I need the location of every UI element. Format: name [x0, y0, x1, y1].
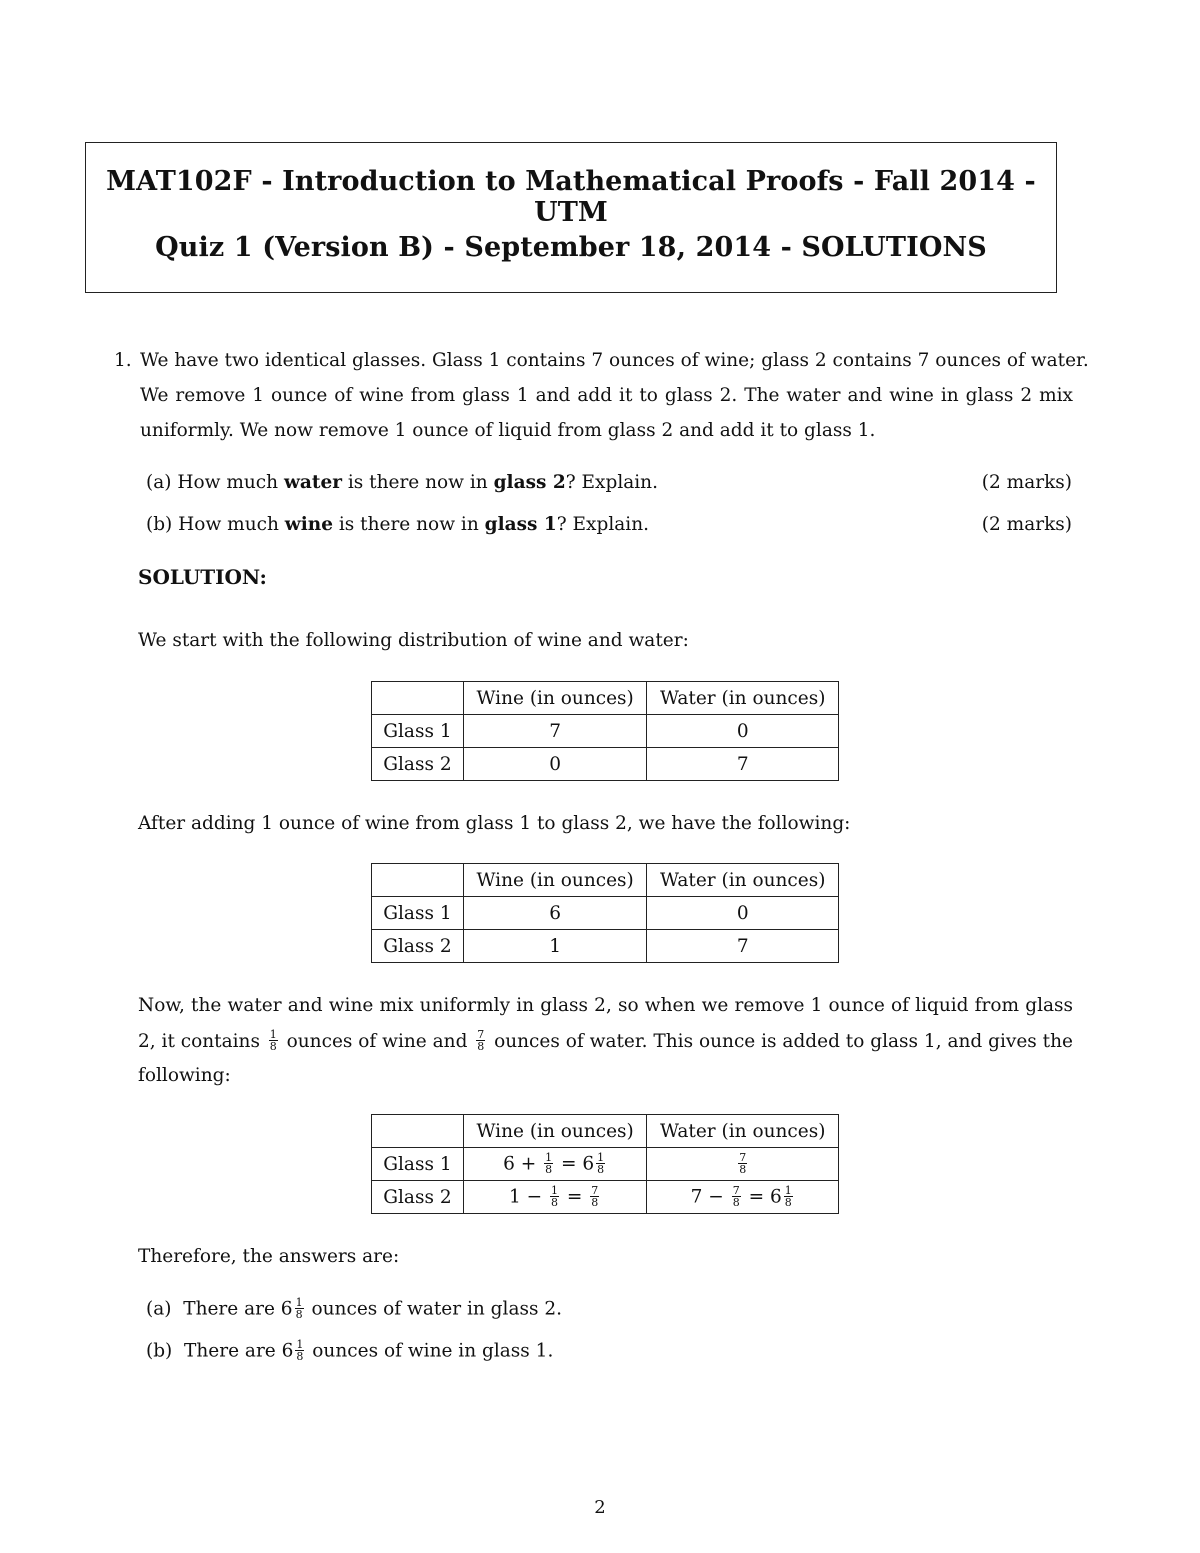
table-row: [372, 748, 839, 781]
answer-b: (b) There are 6 $\frac{1}{8}$ ounces of wine in glass 1.: [146, 1338, 554, 1363]
row-label-glass-2: Glass 2: [372, 1181, 464, 1214]
cell-wine: 6: [463, 897, 647, 930]
solution-intro: We start with the following distribution of wine and water:: [138, 630, 689, 651]
mix-text-line-3: following:: [138, 1065, 231, 1086]
fraction-one-eighth: $\frac{1}{8}$: [269, 1028, 277, 1053]
table-header-row: [372, 682, 839, 715]
fraction-seven-eighths: $\frac{7}{8}$: [477, 1028, 485, 1053]
distribution-table-2: [371, 863, 839, 963]
problem-number: 1.: [114, 350, 132, 371]
page-number: 2: [594, 1497, 606, 1518]
row-label-glass-2: Glass 2: [372, 930, 464, 963]
part-a-marks: (2 marks): [981, 472, 1072, 493]
cell-wine: 7: [463, 715, 647, 748]
row-label-glass-1: Glass 1: [372, 715, 464, 748]
quiz-title: Quiz 1 (Version B) - September 18, 2014 - SOLUTIONS: [155, 232, 987, 263]
fraction-one-eighth: $\frac{1}{8}$: [295, 1296, 303, 1321]
problem-line-3: uniformly. We now remove 1 ounce of liquid from glass 2 and add it to glass 1.: [140, 420, 876, 441]
header-cell-empty: [372, 682, 464, 715]
fraction-one-eighth: $\frac{1}{8}$: [296, 1338, 304, 1363]
cell-wine: 0: [463, 748, 647, 781]
distribution-table-3: [371, 1114, 839, 1214]
header-cell-wine: Wine (in ounces): [463, 1115, 647, 1148]
distribution-table-1: [371, 681, 839, 781]
answer-a-label: (a): [146, 1298, 172, 1320]
answer-a: (a) There are 6 $\frac{1}{8}$ ounces of water in glass 2.: [146, 1296, 562, 1321]
table-row: [372, 1148, 839, 1181]
fraction-seven-eighths: $\frac{7}{8}$: [739, 1150, 747, 1176]
part-a-label: (a): [146, 472, 172, 493]
cell-wine: 6 + $\frac{1}{8}$ = 6 $\frac{1}{8}$: [463, 1148, 647, 1181]
header-cell-wine: Wine (in ounces): [463, 682, 647, 715]
cell-wine: 1: [463, 930, 647, 963]
row-label-glass-1: Glass 1: [372, 1148, 464, 1181]
header-cell-water: Water (in ounces): [647, 1115, 839, 1148]
header-cell-empty: [372, 1115, 464, 1148]
problem-line-2: We remove 1 ounce of wine from glass 1 and add it to glass 2. The water and wine in glass 2 mix: [140, 385, 1073, 406]
table-row: [372, 930, 839, 963]
header-cell-water: Water (in ounces): [647, 682, 839, 715]
table-row: [372, 1181, 839, 1214]
after-adding-text: After adding 1 ounce of wine from glass 1 to glass 2, we have the following:: [138, 813, 851, 834]
mix-text-line-2: 2, it contains $\frac{1}{8}$ ounces of wine and $\frac{7}{8}$ ounces of water. This ounce is added to glass 1, and gives the: [138, 1028, 1073, 1053]
header-cell-empty: [372, 864, 464, 897]
cell-wine: 1 − $\frac{1}{8}$ = $\frac{7}{8}$: [463, 1181, 647, 1214]
header-cell-water: Water (in ounces): [647, 864, 839, 897]
fraction-one-eighth: $\frac{1}{8}$: [545, 1150, 553, 1176]
cell-water: 0: [647, 715, 839, 748]
fraction-one-eighth: $\frac{1}{8}$: [597, 1150, 605, 1176]
cell-water: 7 − $\frac{7}{8}$ = 6 $\frac{1}{8}$: [647, 1181, 839, 1214]
mix-text-line-1: Now, the water and wine mix uniformly in glass 2, so when we remove 1 ounce of liquid from glass: [138, 995, 1073, 1016]
fraction-one-eighth: $\frac{1}{8}$: [784, 1183, 792, 1209]
answer-b-label: (b): [146, 1340, 173, 1362]
part-b-question: (b) How much wine is there now in glass 1? Explain.: [146, 514, 649, 535]
fraction-one-eighth: $\frac{1}{8}$: [551, 1183, 558, 1209]
course-title: MAT102F - Introduction to Mathematical Proofs - Fall 2014 - UTM: [106, 166, 1036, 228]
solution-heading: SOLUTION:: [138, 565, 267, 589]
table-header-row: [372, 864, 839, 897]
title-box: [85, 142, 1057, 293]
fraction-seven-eighths: $\frac{7}{8}$: [591, 1183, 599, 1209]
part-b-marks: (2 marks): [981, 514, 1072, 535]
table-row: [372, 715, 839, 748]
header-cell-wine: Wine (in ounces): [463, 864, 647, 897]
table-header-row: [372, 1115, 839, 1148]
row-label-glass-2: Glass 2: [372, 748, 464, 781]
cell-water: 7: [647, 930, 839, 963]
row-label-glass-1: Glass 1: [372, 897, 464, 930]
problem-line-1: We have two identical glasses. Glass 1 contains 7 ounces of wine; glass 2 contains 7 ounces of water.: [140, 350, 1089, 371]
table-row: [372, 897, 839, 930]
cell-water: 7: [647, 748, 839, 781]
cell-water: 0: [647, 897, 839, 930]
part-b-label: (b): [146, 514, 173, 535]
part-a-question: (a) How much water is there now in glass 2? Explain.: [146, 472, 658, 493]
therefore-text: Therefore, the answers are:: [138, 1246, 400, 1267]
fraction-seven-eighths: $\frac{7}{8}$: [732, 1183, 740, 1209]
cell-water: [647, 1148, 839, 1181]
